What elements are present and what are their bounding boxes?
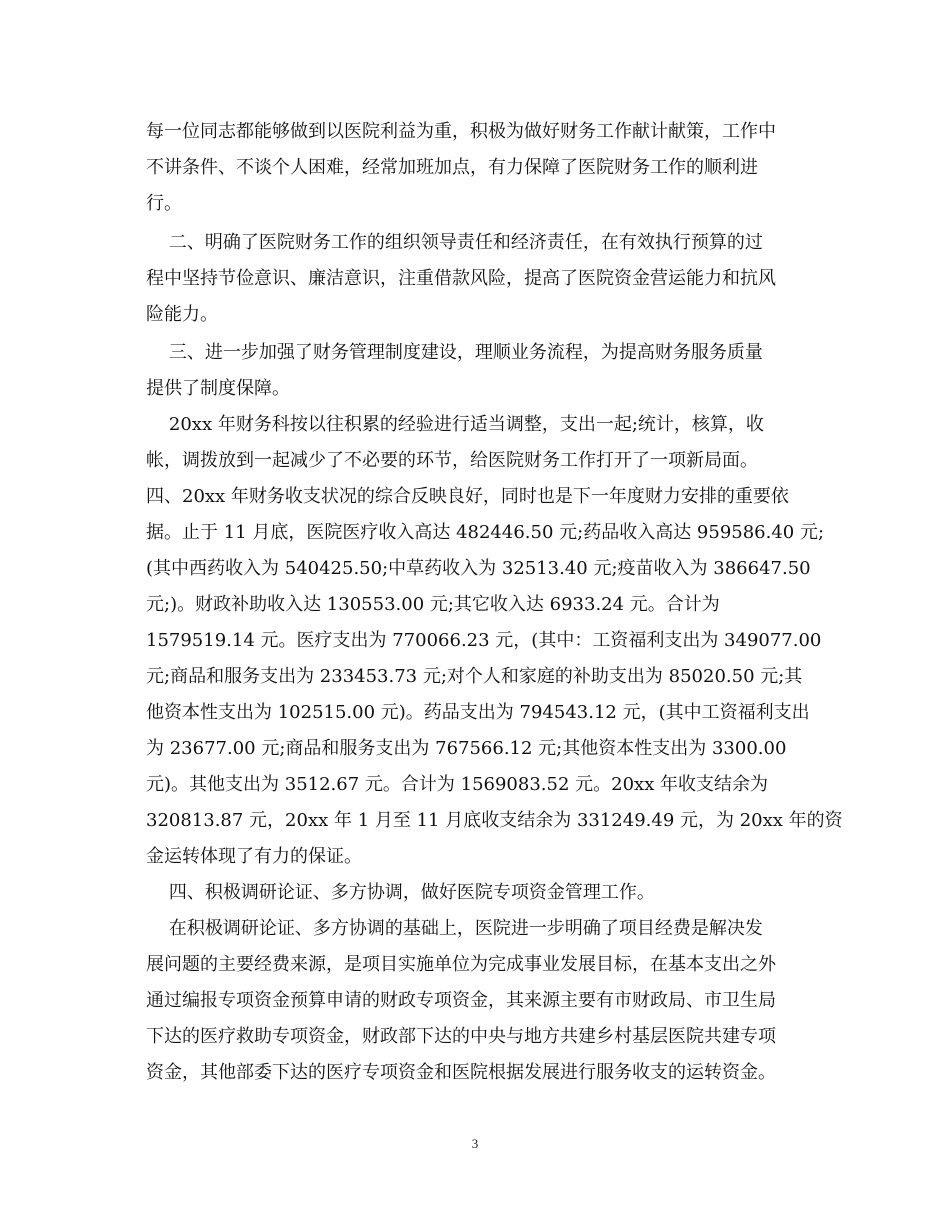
- text-line: 元;商品和服务支出为 233453.73 元;对个人和家庭的补助支出为 85020.50 元;其: [146, 666, 803, 687]
- text-line: 1579519.14 元。医疗支出为 770066.23 元，(其中：工资福利支出为 349077.00: [146, 630, 822, 651]
- text-line: 20xx 年财务科按以往积累的经验进行适当调整，支出一起;统计，核算，收: [146, 414, 764, 435]
- text-line: 元)。其他支出为 3512.67 元。合计为 1569083.52 元。20xx 年收支结余为: [146, 774, 769, 795]
- text-line: 元;)。财政补助收入达 130553.00 元;其它收入达 6933.24 元。合计为: [146, 594, 720, 615]
- text-line: 通过编报专项资金预算申请的财政专项资金，其来源主要有市财政局、市卫生局: [146, 990, 776, 1011]
- text-line: 不讲条件、不谈个人困难，经常加班加点，有力保障了医院财务工作的顺利进: [146, 157, 758, 178]
- text-line: 据。止于 11 月底，医院医疗收入高达 482446.50 元;药品收入高达 959586.40 元;: [146, 522, 825, 543]
- text-line: 程中坚持节俭意识、廉洁意识，注重借款风险，提高了医院资金营运能力和抗风: [146, 268, 776, 289]
- text-line: 在积极调研论证、多方协调的基础上，医院进一步明确了项目经费是解决发: [146, 918, 763, 939]
- text-line: 四、20xx 年财务收支状况的综合反映良好，同时也是下一年度财力安排的重要依: [146, 486, 789, 507]
- text-line: 三、进一步加强了财务管理制度建设，理顺业务流程，为提高财务服务质量: [146, 342, 763, 363]
- text-line: 他资本性支出为 102515.00 元)。药品支出为 794543.12 元，(其中工资福利支出: [146, 702, 810, 723]
- text-line: 为 23677.00 元;商品和服务支出为 767566.12 元;其他资本性支出为 3300.00: [146, 738, 787, 759]
- text-line: 险能力。: [146, 304, 218, 325]
- text-line: (其中西药收入为 540425.50;中草药收入为 32513.40 元;疫苗收入为 386647.50: [146, 558, 811, 579]
- text-line: 金运转体现了有力的保证。: [146, 846, 362, 867]
- text-line: 每一位同志都能够做到以医院利益为重，积极为做好财务工作献计献策，工作中: [146, 121, 776, 142]
- text-line: 展问题的主要经费来源，是项目实施单位为完成事业发展目标，在基本支出之外: [146, 954, 776, 975]
- text-line: 四、积极调研论证、多方协调，做好医院专项资金管理工作。: [146, 882, 655, 903]
- page-number: 3: [471, 1136, 479, 1151]
- text-line: 行。: [146, 193, 182, 214]
- text-line: 二、明确了医院财务工作的组织领导责任和经济责任，在有效执行预算的过: [146, 232, 763, 253]
- text-line: 资金，其他部委下达的医疗专项资金和医院根据发展进行服务收支的运转资金。: [146, 1062, 776, 1083]
- text-line: 帐，调拨放到一起减少了不必要的环节，给医院财务工作打开了一项新局面。: [146, 450, 758, 471]
- text-line: 下达的医疗救助专项资金，财政部下达的中央与地方共建乡村基层医院共建专项: [146, 1026, 776, 1047]
- text-line: 320813.87 元，20xx 年 1 月至 11 月底收支结余为 331249.49 元，为 20xx 年的资: [146, 810, 843, 831]
- text-line: 提供了制度保障。: [146, 378, 290, 399]
